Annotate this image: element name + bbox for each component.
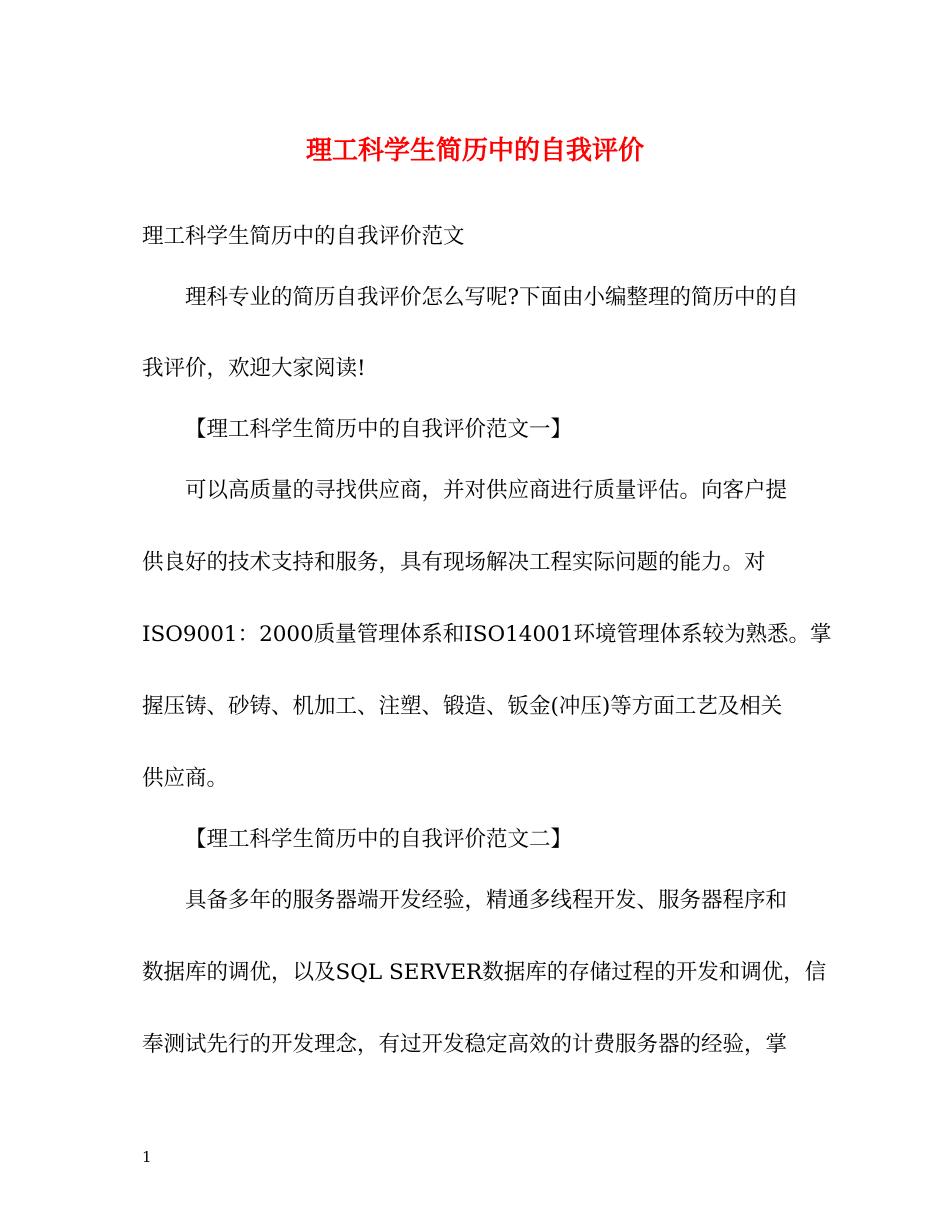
section-heading-one: 【理工科学生简历中的自我评价范文一】 bbox=[185, 417, 573, 442]
paragraph-line: 供良好的技术支持和服务，具有现场解决工程实际问题的能力。对 bbox=[142, 550, 766, 575]
paragraph-line: 可以高质量的寻找供应商，并对供应商进行质量评估。向客户提 bbox=[185, 478, 788, 503]
document-title: 理工科学生简历中的自我评价 bbox=[305, 136, 644, 166]
paragraph-line: 我评价，欢迎大家阅读! bbox=[142, 356, 366, 381]
paragraph-line: 数据库的调优，以及SQL SERVER数据库的存储过程的开发和调优，信 bbox=[142, 960, 827, 985]
paragraph-line: 具备多年的服务器端开发经验，精通多线程开发、服务器程序和 bbox=[185, 888, 788, 913]
paragraph-line: 供应商。 bbox=[142, 766, 229, 791]
page-number: 1 bbox=[142, 1148, 152, 1166]
paragraph-line: 理科专业的简历自我评价怎么写呢?下面由小编整理的简历中的自 bbox=[185, 285, 799, 310]
intro-heading: 理工科学生简历中的自我评价范文 bbox=[142, 224, 465, 249]
paragraph-line: 握压铸、砂铸、机加工、注塑、锻造、钣金(冲压)等方面工艺及相关 bbox=[142, 694, 783, 719]
paragraph-line: 奉测试先行的开发理念，有过开发稳定高效的计费服务器的经验，掌 bbox=[142, 1032, 788, 1057]
paragraph-line: ISO9001：2000质量管理体系和ISO14001环境管理体系较为熟悉。掌 bbox=[142, 622, 832, 647]
section-heading-two: 【理工科学生简历中的自我评价范文二】 bbox=[185, 827, 573, 852]
